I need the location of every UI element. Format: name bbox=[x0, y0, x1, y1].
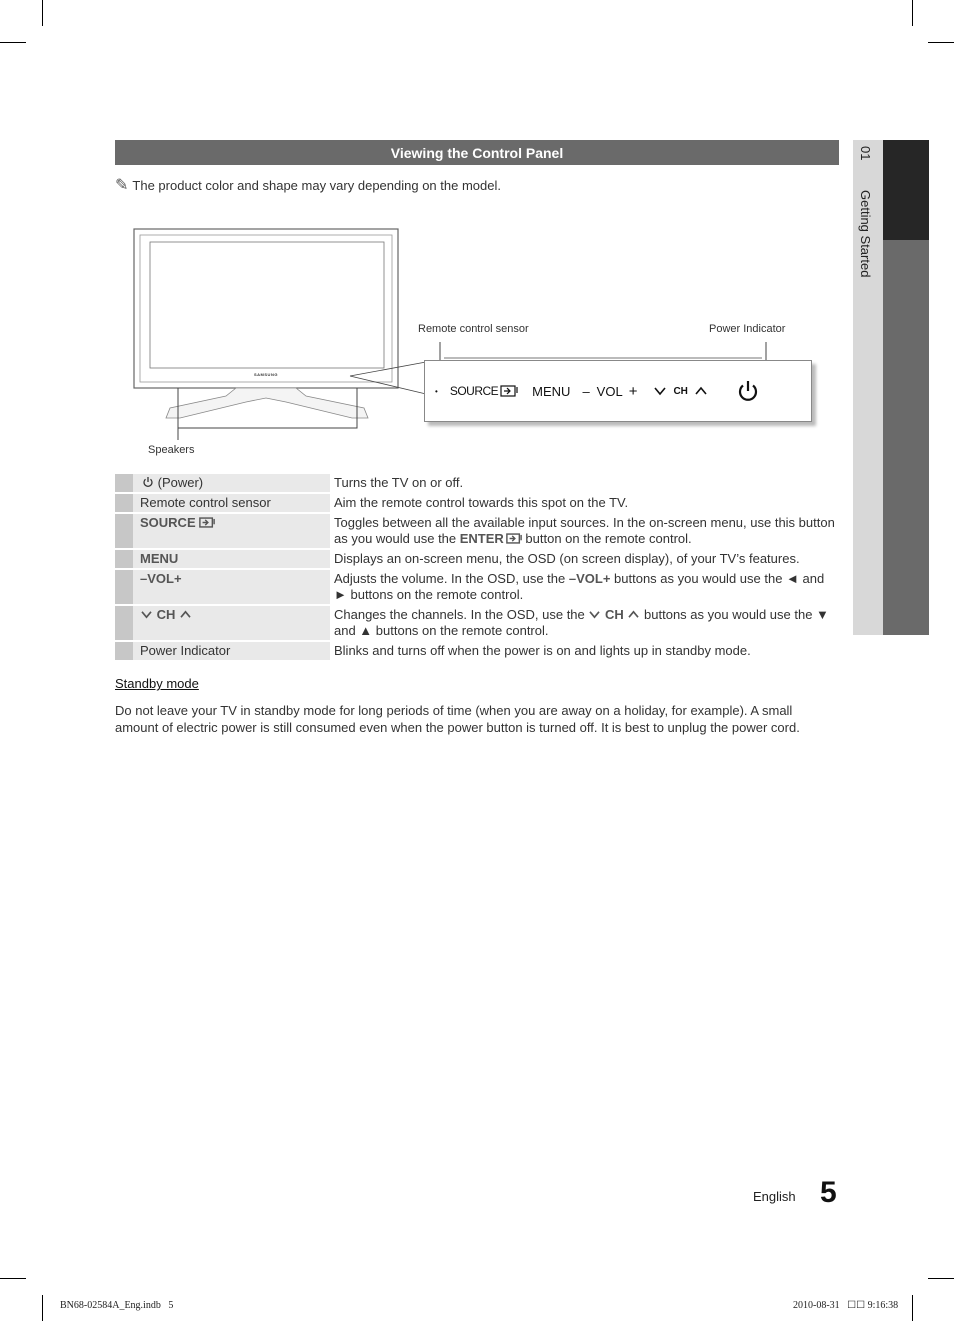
control-label-power: (Power) bbox=[133, 474, 330, 492]
ch-down-icon bbox=[588, 610, 601, 619]
tv-stand bbox=[166, 388, 368, 418]
tv-brand-logo: SAMSUNG bbox=[254, 372, 278, 377]
ch-up-icon bbox=[694, 386, 708, 396]
control-desc-source: Toggles between all the available input sources. In the on-screen menu, use this button as you would use the ENTER button on the remote control. bbox=[330, 514, 839, 548]
control-label-menu: MENU bbox=[133, 550, 330, 568]
table-row bbox=[115, 642, 839, 660]
control-label-ch: CH bbox=[133, 606, 330, 640]
table-row bbox=[115, 474, 839, 492]
menu-button-label: MENU bbox=[532, 383, 571, 399]
chapter-number: 01 bbox=[858, 146, 873, 161]
callout-speakers: Speakers bbox=[148, 444, 195, 456]
ch-down-icon bbox=[140, 610, 153, 619]
control-label-source: SOURCE bbox=[133, 514, 330, 548]
control-desc-menu: Displays an on-screen menu, the OSD (on screen display), of your TV’s features. bbox=[330, 550, 839, 568]
section-title: Viewing the Control Panel bbox=[115, 140, 839, 165]
callout-remote-sensor: Remote control sensor bbox=[418, 323, 529, 335]
footer-language: English bbox=[753, 1189, 796, 1204]
ch-up-icon bbox=[627, 610, 640, 619]
table-row bbox=[115, 550, 839, 568]
vol-button-label: VOL bbox=[596, 383, 623, 399]
callout-power-indicator: Power Indicator bbox=[709, 323, 786, 335]
power-icon bbox=[142, 476, 154, 488]
control-desc-power: Turns the TV on or off. bbox=[330, 474, 839, 492]
tv-screen bbox=[150, 242, 384, 368]
chapter-title: Getting Started bbox=[858, 190, 873, 278]
source-enter-icon bbox=[500, 385, 518, 397]
source-button-label: SOURCE bbox=[449, 384, 499, 398]
control-label-vol: –VOL+ bbox=[133, 570, 330, 604]
enter-icon bbox=[506, 533, 522, 544]
control-panel-closeup bbox=[424, 360, 812, 422]
vol-plus-icon: + bbox=[173, 571, 182, 586]
sensor-dot-icon: • bbox=[435, 386, 438, 396]
control-desc-ch: Changes the channels. In the OSD, use the CH buttons as you would use the ▼ and ▲ buttons on the remote control. bbox=[330, 606, 839, 640]
vol-minus-label: – bbox=[582, 383, 590, 399]
table-row bbox=[115, 514, 839, 548]
footer-timestamp: 2010-08-31 ☐☐ 9:16:38 bbox=[793, 1300, 899, 1311]
power-icon bbox=[736, 379, 760, 403]
crop-mark bbox=[0, 1278, 26, 1279]
page-number: 5 bbox=[820, 1176, 837, 1209]
crop-mark bbox=[912, 1295, 913, 1321]
table-row bbox=[115, 494, 839, 512]
ch-up-icon bbox=[179, 610, 192, 619]
control-desc-sensor: Aim the remote control towards this spot on the TV. bbox=[330, 494, 839, 512]
note-pencil-icon: ✎ bbox=[115, 177, 129, 194]
control-label-power-indicator: Power Indicator bbox=[133, 642, 330, 660]
ch-button-label: CH bbox=[673, 385, 688, 397]
source-enter-icon bbox=[199, 517, 215, 528]
vol-plus-label: + bbox=[628, 382, 638, 400]
vol-minus-icon: – bbox=[140, 571, 148, 586]
control-desc-power-indicator: Blinks and turns off when the power is on and lights up in standby mode. bbox=[330, 642, 839, 660]
standby-heading: Standby mode bbox=[115, 676, 199, 691]
table-row bbox=[115, 606, 839, 640]
crop-mark bbox=[928, 1278, 954, 1279]
note-text: The product color and shape may vary depending on the model. bbox=[132, 178, 501, 193]
control-label-sensor: Remote control sensor bbox=[133, 494, 330, 512]
control-table bbox=[115, 472, 839, 662]
footer-file-name: BN68-02584A_Eng.indb 5 bbox=[60, 1300, 174, 1311]
table-row bbox=[115, 570, 839, 604]
crop-mark bbox=[42, 1295, 43, 1321]
standby-text: Do not leave your TV in standby mode for long periods of time (when you are away on a holiday, for example). A small amount of electric power is still consumed even when the power button is turned off. It is best to unplug the power cord. bbox=[115, 703, 800, 735]
control-desc-vol: Adjusts the volume. In the OSD, use the –VOL+ buttons as you would use the ◄ and ► buttons on the remote control. bbox=[330, 570, 839, 604]
control-panel-buttons bbox=[435, 361, 760, 421]
ch-down-icon bbox=[653, 386, 667, 396]
